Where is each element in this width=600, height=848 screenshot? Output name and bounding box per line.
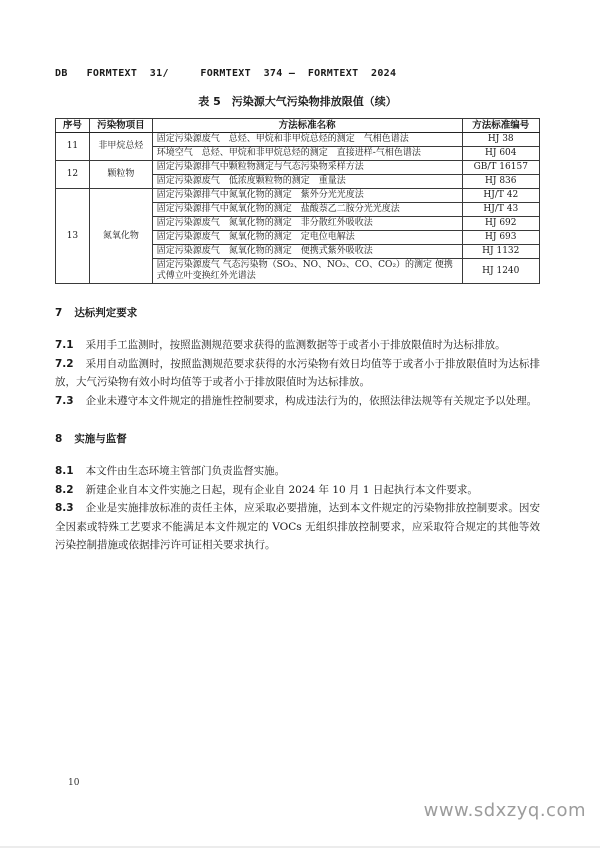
cell-method-name: 固定污染源排气中氮氧化物的测定 盐酸萘乙二胺分光光度法 [152,203,462,217]
section-8-heading [55,431,540,446]
section-7-heading [55,305,540,320]
clause-number: 7.2 [55,357,74,370]
column-header-method-code: 方法标准编号 [462,119,539,133]
cell-method-name: 固定污染源排气中氮氧化物的测定 紫外分光光度法 [152,189,462,203]
cell-method-code: HJ/T 42 [462,189,539,203]
cell-method-name: 固定污染源排气中颗粒物测定与气态污染物采样方法 [152,161,462,175]
table-title: 表 5 污染源大气污染物排放限值（续） [198,95,397,108]
cell-method-code: GB/T 16157 [462,161,539,175]
cell-method-code: HJ 1132 [462,245,539,259]
cell-method-name: 固定污染源废气 氮氧化物的测定 非分散红外吸收法 [152,217,462,231]
clause-8-3 [55,499,540,555]
cell-method-name: 固定污染源废气 低浓度颗粒物的测定 重量法 [152,175,462,189]
cell-method-code: HJ 692 [462,217,539,231]
cell-method-name: 固定污染源废气 氮氧化物的测定 定电位电解法 [152,231,462,245]
clause-text: 采用手工监测时，按照监测规范要求获得的监测数据等于或者小于排放限值时为达标排放。 [85,339,506,351]
cell-method-name: 固定污染源废气 气态污染物（SO₂、NO、NO₂、CO、CO₂）的测定 便携式傅立叶变换红外光谱法 [152,259,462,284]
cell-pollutant: 颗粒物 [89,161,152,189]
cell-pollutant: 氮氧化物 [89,189,152,284]
cell-method-code: HJ 1240 [462,259,539,284]
clause-8-2 [55,481,540,500]
clause-number: 8.3 [55,502,74,514]
clause-text: 采用自动监测时，按照监测规范要求获得的水污染物有效日均值等于或者小于排放限值时为达标排放，大气污染物有效小时均值等于或者小于排放限值时为达标排放。 [55,357,540,388]
table-row [56,161,540,175]
cell-method-name: 固定污染源废气 总烃、甲烷和非甲烷总烃的测定 气相色谱法 [152,133,462,147]
cell-method-name: 固定污染源废气 氮氧化物的测定 便携式紫外吸收法 [152,245,462,259]
section-number: 8 [55,433,63,445]
clause-7-3 [55,392,540,411]
clause-number: 7.3 [55,394,74,407]
cell-method-code: HJ 836 [462,175,539,189]
clause-7-2 [55,355,540,392]
clause-text: 新建企业自本文件实施之日起，现有企业自 2024 年 10 月 1 日起执行本文件要求。 [85,483,478,496]
table-row [56,133,540,147]
watermark-text: www.sdxzyq.com [423,800,586,821]
clause-text: 企业是实施排放标准的责任主体，应采取必要措施，达到本文件规定的污染物排放控制要求。因安全因素或特殊工艺要求不能满足本文件规定的 VOCs 无组织排放控制要求，应采取符合规定的其他等效污染控制措施或依据排污许可证相关要求执行。 [55,502,540,551]
section-title: 实施与监督 [74,433,127,445]
section-title: 达标判定要求 [74,307,138,319]
pollutant-limits-table [55,118,540,284]
clause-number: 7.1 [55,339,74,351]
document-code-header: DB FORMTEXT 31/ FORMTEXT 374 — FORMTEXT 2024 [55,68,397,79]
cell-pollutant: 非甲烷总烃 [89,133,152,161]
column-header-pollutant: 污染物项目 [89,119,152,133]
clause-text: 企业未遵守本文件规定的措施性控制要求，构成违法行为的，依照法律法规等有关规定予以处理。 [85,394,538,407]
clause-number: 8.1 [55,465,74,477]
cell-method-name: 环境空气 总烃、甲烷和非甲烷总烃的测定 直接进样-气相色谱法 [152,147,462,161]
cell-method-code: HJ 604 [462,147,539,161]
cell-method-code: HJ 693 [462,231,539,245]
page-number: 10 [68,778,80,788]
clause-text: 本文件由生态环境主管部门负责监督实施。 [85,465,286,477]
cell-seq: 11 [56,133,90,161]
cell-seq: 12 [56,161,90,189]
cell-method-code: HJ/T 43 [462,203,539,217]
cell-method-code: HJ 38 [462,133,539,147]
cell-seq: 13 [56,189,90,284]
column-header-seq: 序号 [56,119,90,133]
table-row [56,189,540,203]
section-number: 7 [55,307,63,319]
table-header-row [56,119,540,133]
clause-8-1 [55,462,540,481]
column-header-method-name: 方法标准名称 [152,119,462,133]
clause-number: 8.2 [55,483,74,496]
clause-7-1 [55,336,540,355]
